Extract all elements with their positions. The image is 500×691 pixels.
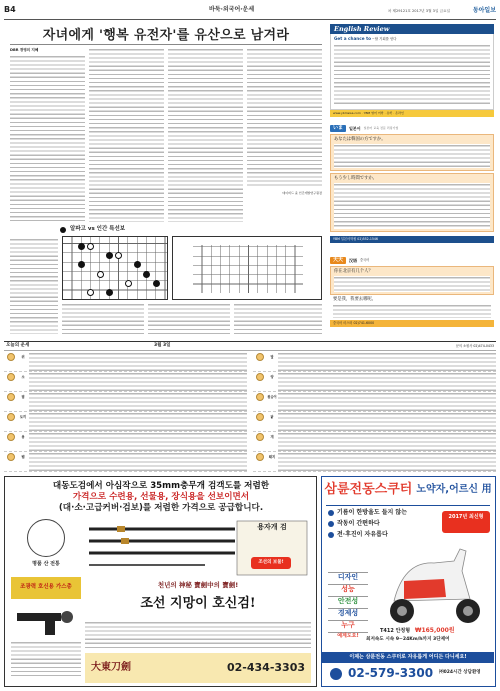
black-stone [143, 271, 150, 278]
zodiac-icon [4, 352, 17, 361]
gas-gun-details [11, 641, 81, 679]
scooter-title-main: 삼륜전동스쿠터 [324, 482, 413, 498]
sword-advertisement [4, 476, 317, 687]
seal-ring [27, 519, 65, 557]
year-badge: 2017년 최신형 [442, 511, 490, 533]
article-column-3 [168, 48, 243, 222]
go-title: 알파고 vs 인간 특선보 [70, 226, 126, 232]
fortune-text [29, 412, 247, 431]
zodiac-icon [4, 392, 17, 401]
zodiac-icon [4, 372, 17, 381]
zodiac-icon [253, 412, 266, 421]
go-commentary-2 [148, 303, 230, 335]
chinese-title: 汉语 [349, 257, 358, 263]
white-stone [87, 289, 94, 296]
japanese-question-1 [330, 134, 494, 171]
scooter-bullet-2 [328, 520, 407, 528]
feature-economy: 경제성 [328, 608, 368, 620]
chinese-q1-notes [334, 276, 490, 292]
go-section [10, 226, 322, 337]
page-header [4, 2, 496, 20]
black-stone [106, 289, 113, 296]
scooter-phone: 02-579-3300 [348, 666, 434, 681]
fortune-row [4, 392, 247, 412]
japanese-footer: YBM 일본어학원 02)552-1546 [330, 236, 494, 243]
zodiac-icon [253, 452, 266, 461]
english-review-footer: www.ybmsisa.com · YBM 영어 어학 · 유학 · 온라인 [330, 110, 494, 117]
zodiac-icon [4, 432, 17, 441]
fortune-text [278, 452, 496, 471]
fortune-text [29, 392, 247, 411]
scooter-bullet-2-text: 작동이 간편하다 [337, 520, 380, 528]
article-text [247, 48, 322, 188]
page-number: B4 [4, 5, 16, 14]
zodiac-name: 말 [270, 355, 274, 359]
fortune-title: 오늘의 운세 [6, 343, 30, 348]
sword-ad-footer [85, 653, 311, 683]
zodiac-icon [4, 412, 17, 421]
fortune-row [253, 372, 496, 392]
chinese-question-2 [330, 295, 494, 320]
go-commentary-3 [234, 303, 322, 335]
chinese-footer: 중국어 마스터 02)741-6000 [330, 320, 494, 327]
fortune-text [29, 432, 247, 451]
black-stone [153, 280, 160, 287]
gas-gun-title-1: 명품 산 전통 [32, 561, 60, 567]
article-text [10, 55, 85, 221]
zodiac-name: 뱀 [21, 455, 25, 459]
fortune-header [4, 341, 496, 351]
chinese-q1-text: 你在北京有几个人？ [334, 269, 373, 274]
sword-big-title: 조선 지망이 호신검! [140, 596, 256, 611]
fortune-column-left [4, 352, 247, 472]
scooter-model-name: T412 안정형 [380, 628, 411, 634]
fortune-provider: 문의 소원사 02)474-0433 [455, 344, 494, 348]
fortune-text [278, 432, 496, 451]
english-review-title: English Review [330, 24, 494, 34]
bullet-dot-icon [328, 521, 334, 527]
sword-phone: 02-434-3303 [226, 661, 305, 674]
english-review-box [330, 24, 494, 117]
scooter-title-sub: 노약자,어르신 用 [416, 484, 492, 496]
article-headline: 자녀에게 '행복 유전자'를 유산으로 남겨라 [42, 28, 290, 43]
black-stone-icon [60, 227, 66, 233]
go-commentary-left [10, 238, 58, 334]
english-review-text [334, 44, 490, 106]
go-diagram-grid [193, 245, 303, 293]
japanese-title: 일본어 [349, 125, 361, 131]
fortune-text [278, 352, 496, 371]
scooter-bullet-3 [328, 531, 407, 539]
section-title: 바둑·외국어·운세 [209, 6, 255, 13]
scooter-title [322, 477, 494, 503]
fortune-date: 3월 3일 [154, 343, 171, 348]
japanese-q1-text: あなたは韓国の方ですか。 [334, 137, 386, 142]
chinese-question-1 [330, 266, 494, 295]
scooter-price: ₩165,000원 [414, 627, 455, 634]
go-commentary-1 [62, 303, 144, 335]
fortune-text [29, 352, 247, 371]
chinese-q2-notes [333, 304, 491, 318]
fortune-text [278, 372, 496, 391]
zodiac-icon [253, 352, 266, 361]
feature-performance: 성능 [328, 584, 368, 596]
fortune-row [4, 352, 247, 372]
fortune-row [4, 432, 247, 452]
zodiac-icon [4, 452, 17, 461]
scooter-footer [322, 652, 494, 686]
white-stone [115, 252, 122, 259]
scooter-bullet-1-text: 기름이 한방울도 들지 않는 [337, 509, 408, 516]
black-stone [134, 261, 141, 268]
fortune-row [4, 372, 247, 392]
newspaper-logo: 동아일보 [472, 7, 496, 14]
sword-ad-line-2 [11, 492, 311, 504]
japanese-phrase: 일본어 교육 전문 리딩기업 [363, 126, 399, 131]
english-review-body [330, 34, 494, 110]
fortune-row [4, 412, 247, 432]
fortune-text [278, 392, 496, 411]
english-phrase: Get a chance to [334, 36, 371, 41]
sword-banner: 천년의 神秘 寶劍中의 寶劍! [157, 581, 239, 589]
article-author: 데이비드 윤 인간개발연구원장 [282, 191, 322, 195]
fortune-column-right [253, 352, 496, 472]
article-column-2 [89, 48, 164, 222]
gas-gun-panel [11, 517, 81, 682]
japanese-q2-text: もう少し時間ですか。 [334, 175, 377, 181]
sword-ad-line-3: (대·소·고급커버·검보)를 저렴한 가격으로 공급합니다. [58, 503, 264, 513]
scooter-advertisement [321, 476, 496, 687]
zodiac-name: 돼지 [268, 455, 276, 459]
zodiac-name: 소 [21, 375, 25, 379]
fortune-row [253, 412, 496, 432]
feature-slogan: 예계도요! [328, 632, 368, 644]
fortune-text [29, 372, 247, 391]
phone-icon [330, 668, 342, 680]
feature-safety: 안전성 [328, 596, 368, 608]
gas-gun-title-2: 조광력 호신용 가스총 [11, 577, 81, 599]
chinese-subtitle: 중국어 [360, 258, 370, 263]
english-phrase-gloss: ~할 기회를 얻다 [371, 37, 397, 41]
sword-display [85, 519, 311, 579]
zodiac-name: 개 [270, 435, 274, 439]
white-stone [87, 243, 94, 250]
go-board [62, 236, 168, 300]
scooter-bullet-3-text: 전·후진이 자유롭다 [337, 531, 388, 539]
japanese-badge: いま [330, 125, 346, 132]
zodiac-name: 토끼 [19, 415, 27, 419]
zodiac-name: 용 [21, 435, 25, 439]
bullet-dot-icon [328, 532, 334, 538]
fortune-row [253, 352, 496, 372]
sword-ad-line-2-text: 가격으로 수련용, 선물용, 장식용을 선보이면서 [72, 492, 250, 502]
gas-gun-icon [15, 607, 77, 637]
chinese-box [330, 256, 494, 333]
white-stone [97, 271, 104, 278]
sword-name-label: 용자개 검 [257, 523, 287, 531]
feature-anyone: 누구 [328, 620, 368, 632]
fortune-row [253, 452, 496, 472]
feature-design: 디자인 [328, 572, 368, 584]
article-column-4 [247, 48, 322, 222]
zodiac-icon [253, 392, 266, 401]
zodiac-icon [253, 372, 266, 381]
zodiac-name: 범 [21, 395, 25, 399]
price-tag: 조선의 보물! [251, 557, 291, 569]
scooter-title-rule [326, 505, 490, 506]
zodiac-name: 원숭이 [267, 395, 277, 399]
headline-rule [10, 44, 322, 45]
chinese-q2-text: 要是我，我要去哪呢。 [333, 296, 376, 302]
article-column-1 [10, 48, 85, 222]
white-stone [125, 280, 132, 287]
sword-ad-line-1: 대동도검에서 아심작으로 35mm충무개 검객도를 저렴한 [52, 481, 270, 491]
scooter-bullet-1 [328, 509, 407, 517]
sword-ad-details [85, 621, 311, 649]
fortune-row [253, 432, 496, 452]
black-stone [106, 252, 113, 259]
go-diagram-2 [172, 236, 322, 300]
zodiac-icon [253, 432, 266, 441]
zodiac-name: 양 [270, 375, 274, 379]
fortune-row [4, 452, 247, 472]
black-stone [78, 243, 85, 250]
bullet-dot-icon [328, 510, 334, 516]
scooter-features [328, 572, 368, 644]
scooter-slogan: 이제는 삼륜전동 스쿠터로 자유롭게 어디든 다니세요! [322, 652, 494, 663]
sword-company: 大東刀劍 [91, 662, 131, 673]
issue-date: 차 제29121호 2017년 3월 3일 금요일 [387, 9, 450, 13]
japanese-box [330, 124, 494, 252]
article-lead: DBR 경영의 지혜 [10, 48, 39, 52]
black-stone [78, 261, 85, 268]
japanese-question-2 [330, 173, 494, 232]
fortune-row [253, 392, 496, 412]
fortune-text [278, 412, 496, 431]
scooter-speed: 최저속도 시속 9~24Km/h까지 3단제어 [366, 637, 450, 642]
scooter-company: ㈜024시간 상담환영 [439, 670, 481, 676]
scooter-bullets [328, 509, 407, 539]
japanese-q2-notes [334, 183, 490, 229]
scooter-icon [374, 541, 490, 627]
scooter-model [380, 627, 455, 635]
japanese-q1-notes [334, 144, 490, 168]
chinese-badge: 天天 [330, 257, 346, 264]
scooter-contact [322, 663, 494, 684]
fortune-text [29, 452, 247, 471]
zodiac-name: 쥐 [21, 355, 25, 359]
fortune-grid [4, 352, 496, 472]
zodiac-name: 닭 [270, 415, 274, 419]
